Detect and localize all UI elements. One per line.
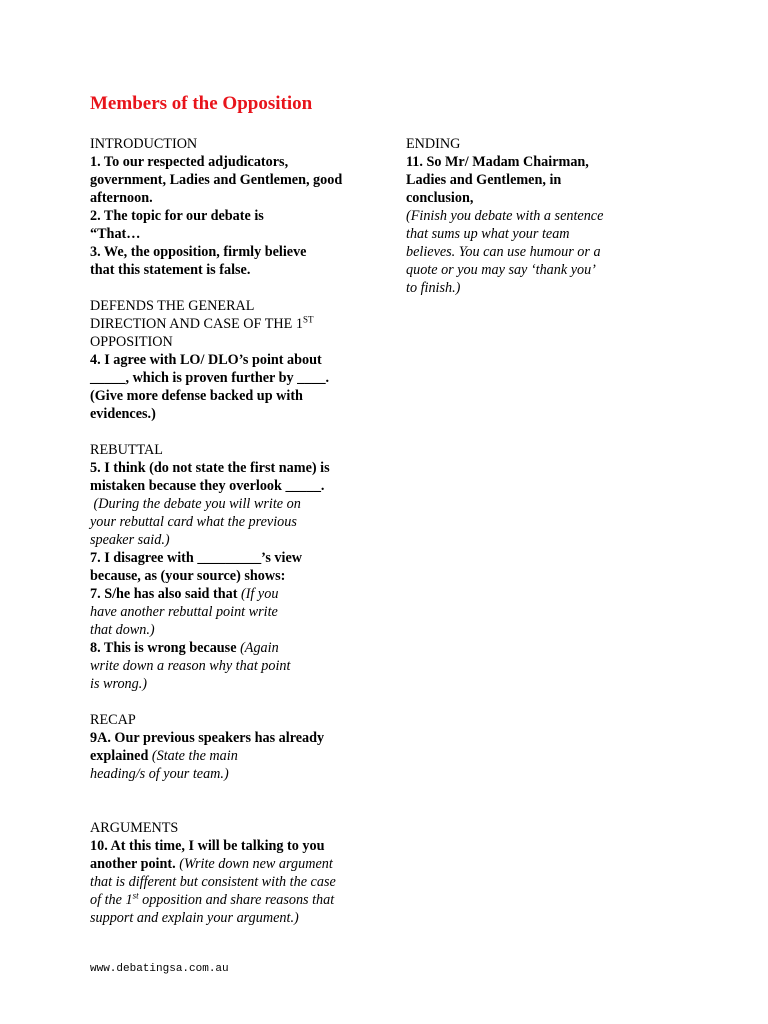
ending-line: Ladies and Gentlemen, in <box>406 172 562 188</box>
section-heading-defends: DEFENDS THE GENERAL <box>90 298 255 314</box>
intro-line: 3. We, the opposition, firmly believe <box>90 244 307 260</box>
section-heading-rebuttal: REBUTTAL <box>90 442 163 458</box>
recap-line: explained (State the main <box>90 748 238 764</box>
rebuttal-note: is wrong.) <box>90 676 148 692</box>
footer-url: www.debatingsa.com.au <box>90 963 229 975</box>
section-heading-defends-line: DIRECTION AND CASE OF THE 1ST <box>90 314 314 332</box>
left-column <box>90 135 380 927</box>
intro-line: that this statement is false. <box>90 262 251 278</box>
rebuttal-note: write down a reason why that point <box>90 658 291 674</box>
intro-line: government, Ladies and Gentlemen, good <box>90 172 343 188</box>
rebuttal-line: mistaken because they overlook _____. <box>90 478 325 494</box>
arguments-note: of the 1st opposition and share reasons that <box>90 890 335 908</box>
page-title: Members of the Opposition <box>90 93 313 114</box>
intro-line: 1. To our respected adjudicators, <box>90 154 289 170</box>
defends-line: _____, which is proven further by ____. <box>90 370 330 386</box>
intro-line: “That… <box>90 226 141 242</box>
rebuttal-line: 8. This is wrong because (Again <box>90 640 279 656</box>
section-heading-ending: ENDING <box>406 136 461 152</box>
recap-line: 9A. Our previous speakers has already <box>90 730 325 746</box>
rebuttal-note: that down.) <box>90 622 155 638</box>
section-heading-defends-line: OPPOSITION <box>90 334 173 350</box>
arguments-note: that is different but consistent with the case <box>90 874 336 890</box>
section-heading-recap: RECAP <box>90 712 136 728</box>
arguments-line: another point. (Write down new argument <box>90 856 333 872</box>
defends-line: 4. I agree with LO/ DLO’s point about <box>90 352 322 368</box>
defends-line: evidences.) <box>90 406 156 422</box>
intro-line: 2. The topic for our debate is <box>90 208 264 224</box>
ending-line: conclusion, <box>406 190 474 206</box>
rebuttal-note: have another rebuttal point write <box>90 604 278 620</box>
ending-note: (Finish you debate with a sentence <box>406 208 604 224</box>
rebuttal-note: speaker said.) <box>90 532 170 548</box>
ending-note: quote or you may say ‘thank you’ <box>406 262 596 278</box>
arguments-note: support and explain your argument.) <box>90 910 299 926</box>
recap-note: heading/s of your team.) <box>90 766 229 782</box>
ending-line: 11. So Mr/ Madam Chairman, <box>406 154 589 170</box>
right-column <box>406 135 636 297</box>
intro-line: afternoon. <box>90 190 153 206</box>
rebuttal-note: (During the debate you will write on <box>90 496 301 512</box>
rebuttal-line: because, as (your source) shows: <box>90 568 286 584</box>
rebuttal-line: 5. I think (do not state the first name) is <box>90 460 330 476</box>
rebuttal-note: your rebuttal card what the previous <box>90 514 297 530</box>
defends-line: (Give more defense backed up with <box>90 388 303 404</box>
ending-note: to finish.) <box>406 280 461 296</box>
ending-note: believes. You can use humour or a <box>406 244 601 260</box>
section-heading-introduction: INTRODUCTION <box>90 136 198 152</box>
rebuttal-line: 7. I disagree with _________’s view <box>90 550 303 566</box>
arguments-line: 10. At this time, I will be talking to you <box>90 838 325 854</box>
ending-note: that sums up what your team <box>406 226 570 242</box>
section-heading-arguments: ARGUMENTS <box>90 820 179 836</box>
rebuttal-line: 7. S/he has also said that (If you <box>90 586 279 602</box>
